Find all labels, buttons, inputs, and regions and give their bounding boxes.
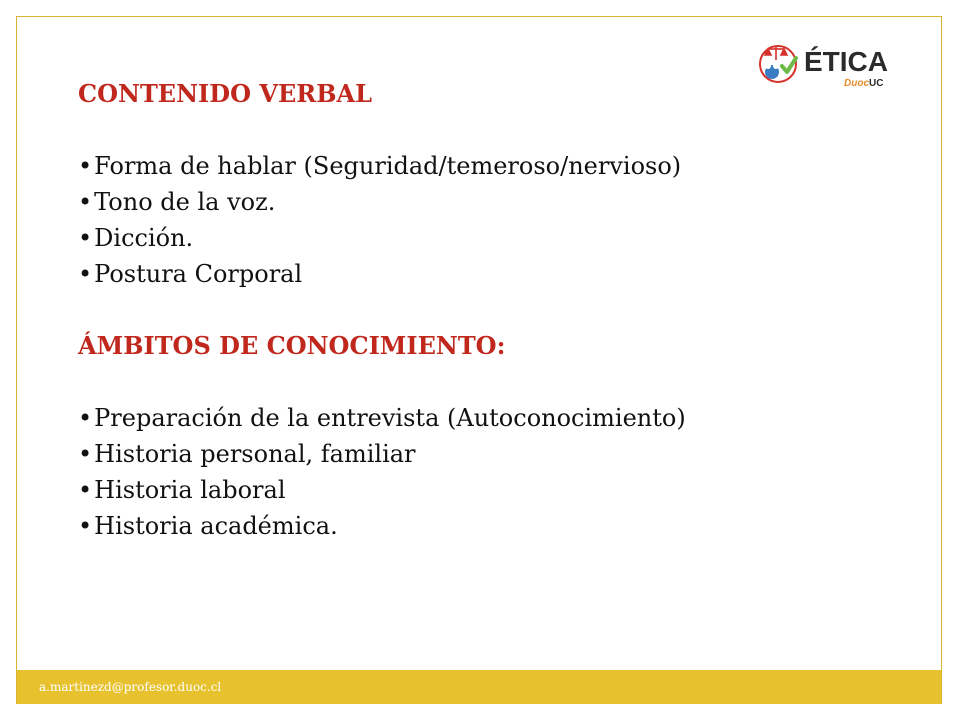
logo-sub-duoc: Duoc [844,78,869,89]
list-contenido-verbal [78,148,838,292]
list-item: •Historia académica. [78,512,338,540]
footer-bar [17,670,941,704]
list-item: •Forma de hablar (Seguridad/temeroso/nervioso) [78,152,682,180]
logo-sub-uc: UC [869,78,884,89]
heading-contenido-verbal: CONTENIDO VERBAL [78,79,372,108]
list-item: •Dicción. [78,224,194,252]
logo-text: ÉTICA [804,46,888,77]
list-ambitos-conocimiento [78,400,838,544]
list-item: •Historia laboral [78,476,286,504]
list-item: •Historia personal, familiar [78,440,416,468]
list-item: •Preparación de la entrevista (Autoconocimiento) [78,404,686,432]
footer-email: a.martinezd@profesor.duoc.cl [39,680,222,694]
list-item: •Tono de la voz. [78,188,276,216]
list-item: •Postura Corporal [78,260,303,288]
heading-ambitos-conocimiento: ÁMBITOS DE CONOCIMIENTO: [78,331,506,360]
slide-content [78,76,838,544]
